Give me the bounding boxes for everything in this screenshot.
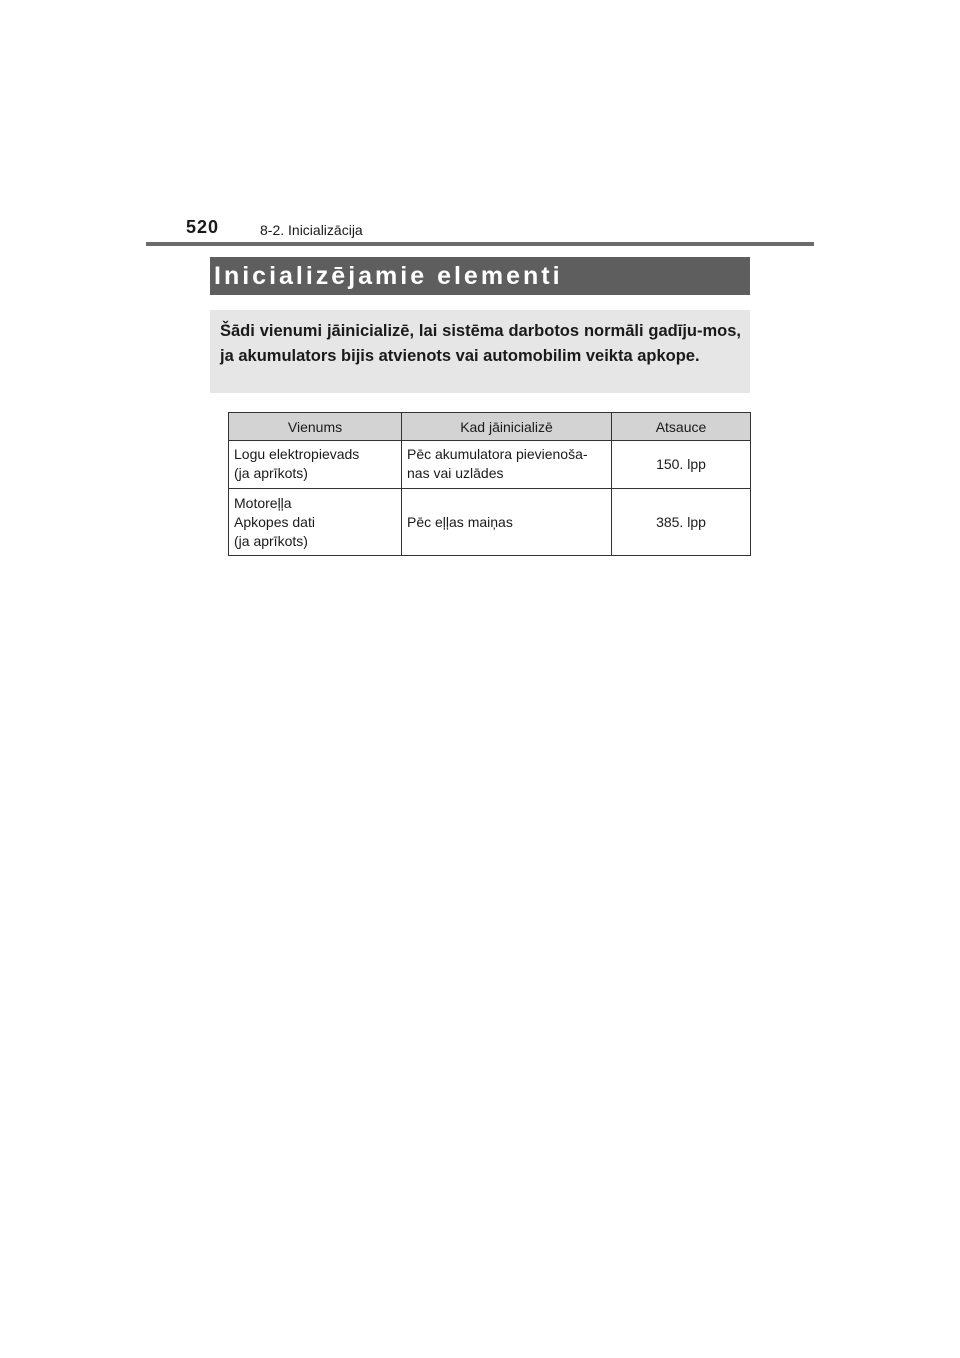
when-cell [402, 441, 612, 489]
item-line: Motoreļļa [234, 494, 292, 511]
header-divider [146, 242, 814, 246]
table-row [229, 441, 751, 489]
page-number: 520 [186, 217, 220, 237]
when-line: Pēc eļļas maiņas [407, 513, 513, 530]
table-row [229, 489, 751, 556]
intro-text: Šādi vienumi jāinicializē, lai sistēma darbotos normāli gadīju-mos, ja akumulators bijis atvienots vai automobilim veikta apkope. [220, 322, 741, 365]
item-line: Logu elektropievads [234, 446, 360, 462]
section-label: 8-2. Inicializācija [260, 222, 363, 238]
item-cell [229, 489, 402, 556]
section-title-bar [210, 257, 750, 295]
item-line: (ja aprīkots) [234, 465, 308, 481]
when-cell [402, 489, 612, 556]
item-cell [229, 441, 402, 489]
column-header-when: Kad jāinicializē [402, 413, 612, 441]
column-header-item: Vienums [229, 413, 402, 441]
item-line: (ja aprīkots) [234, 532, 308, 549]
table-header-row [229, 413, 751, 441]
initialization-table [228, 412, 751, 556]
reference-cell: 150. lpp [612, 441, 751, 489]
item-line: Apkopes dati [234, 513, 315, 530]
when-line: nas vai uzlādes [407, 465, 504, 481]
reference-cell: 385. lpp [612, 489, 751, 556]
intro-box [210, 310, 750, 393]
column-header-reference: Atsauce [612, 413, 751, 441]
when-line: Pēc akumulatora pievienoša- [407, 446, 588, 462]
section-title: Inicializējamie elementi [214, 261, 563, 290]
